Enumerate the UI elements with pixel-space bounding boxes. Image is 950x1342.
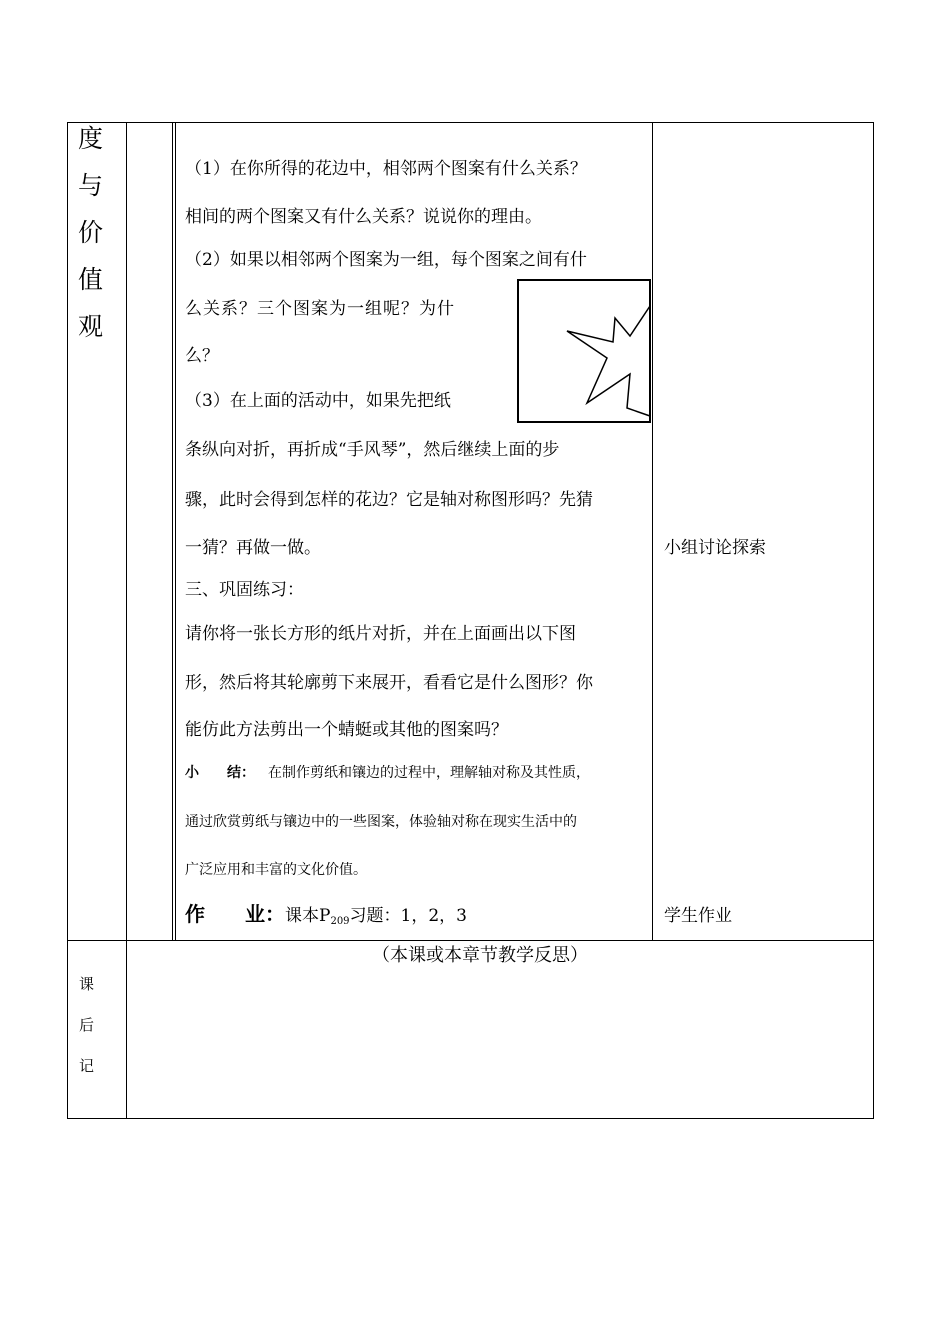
reflection-title: （本课或本章节教学反思） <box>372 945 588 966</box>
question-3-line-1: （3）在上面的活动中，如果先把纸 <box>185 391 451 411</box>
figure-frame <box>518 280 650 422</box>
cut-shape-figure <box>515 278 653 424</box>
group-discussion-label: 小组讨论探索 <box>664 538 766 558</box>
question-3-line-4: 一猜？再做一做。 <box>185 538 321 558</box>
table-border-bottom <box>67 1118 874 1119</box>
question-2-line-3: 么？ <box>185 346 219 366</box>
exercise-line-2: 形，然后将其轮廓剪下来展开，看看它是什么图形？你 <box>185 673 593 693</box>
question-2-line-2: 么关系？三个图案为一组呢？为什 <box>185 299 455 319</box>
homework-subscript: 209 <box>330 916 350 927</box>
left-label-char: 观 <box>78 312 104 341</box>
question-1-line-2: 相间的两个图案又有什么关系？说说你的理由。 <box>185 207 542 227</box>
table-border-left <box>67 122 68 1119</box>
col-divider-2 <box>172 122 173 941</box>
homework-line <box>185 901 467 926</box>
homework-text-post: 习题：1，2，3 <box>349 906 467 926</box>
reflection-label-char: 记 <box>79 1057 95 1075</box>
left-label-char: 值 <box>78 265 104 294</box>
left-label-char: 价 <box>78 218 104 247</box>
summary-label: 小 结： <box>185 765 255 781</box>
table-border-right <box>873 122 874 1119</box>
exercise-line-1: 请你将一张长方形的纸片对折，并在上面画出以下图 <box>185 624 576 644</box>
question-3-line-3: 骤，此时会得到怎样的花边？它是轴对称图形吗？先猜 <box>185 490 593 510</box>
summary-line-3: 广泛应用和丰富的文化价值。 <box>185 862 367 878</box>
col-divider-2b <box>175 122 176 941</box>
row-divider <box>67 940 874 941</box>
question-3-line-2: 条纵向对折，再折成“手风琴”，然后继续上面的步 <box>185 440 560 460</box>
student-homework-label: 学生作业 <box>664 906 732 926</box>
figure-cut-outline <box>567 306 650 416</box>
question-1-line-1: （1）在你所得的花边中，相邻两个图案有什么关系？ <box>185 159 587 179</box>
summary-line-2: 通过欣赏剪纸与镶边中的一些图案，体验轴对称在现实生活中的 <box>185 814 577 830</box>
section-3-heading: 三、巩固练习： <box>185 580 304 600</box>
question-2-line-1: （2）如果以相邻两个图案为一组，每个图案之间有什 <box>185 250 587 270</box>
reflection-label-char: 课 <box>79 975 95 993</box>
exercise-line-3: 能仿此方法剪出一个蜻蜓或其他的图案吗？ <box>185 720 508 740</box>
col-divider-3 <box>652 122 653 941</box>
reflection-label-char: 后 <box>79 1016 95 1034</box>
table-border-top <box>67 122 874 123</box>
left-label-char: 度 <box>78 124 104 153</box>
homework-text-pre: 课本P <box>285 906 331 926</box>
col-divider-1 <box>126 122 127 1119</box>
summary-line-1: 在制作剪纸和镶边的过程中，理解轴对称及其性质， <box>268 765 590 781</box>
homework-label: 作 业： <box>185 902 285 926</box>
left-label-char: 与 <box>78 171 104 200</box>
